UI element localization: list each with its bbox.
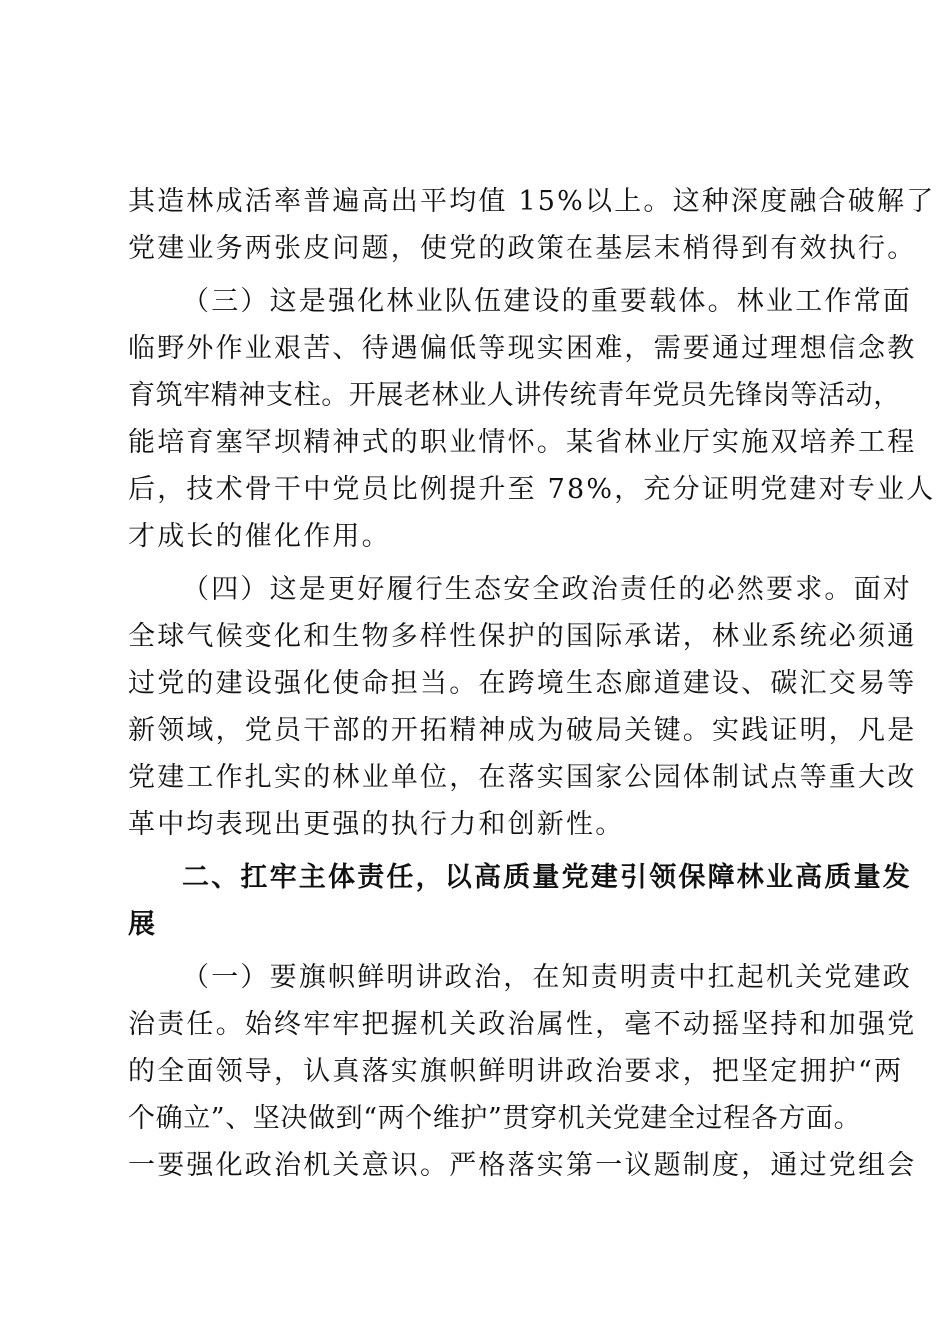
- text-line: （一）要旗帜鲜明讲政治，在知责明责中扛起机关党建政: [182, 962, 912, 993]
- text-line: 才成长的催化作用。: [128, 521, 391, 552]
- paragraph-section-three: [128, 278, 936, 560]
- text-line: 一要强化政治机关意识。严格落实第一议题制度，通过党组会: [128, 1150, 917, 1181]
- text-line: （四）这是更好履行生态安全政治责任的必然要求。面对: [182, 574, 912, 605]
- heading-line: 二、扛牢主体责任，以高质量党建引领保障林业高质量发: [182, 862, 912, 893]
- text-line: 的全面领导，认真落实旗帜鲜明讲政治要求，把坚定拥护“两: [128, 1056, 904, 1087]
- text-line: 治责任。始终牢牢把握机关政治属性，毫不动摇坚持和加强党: [128, 1009, 917, 1040]
- paragraph-subsection-one: [128, 954, 917, 1189]
- paragraph-section-four: [128, 566, 917, 848]
- text-line: 能培育塞罕坝精神式的职业情怀。某省林业厅实施双培养工程: [128, 427, 917, 458]
- text-line: 党建工作扎实的林业单位，在落实国家公园体制试点等重大改: [128, 762, 917, 793]
- text-line: 全球气候变化和生物多样性保护的国际承诺，林业系统必须通: [128, 621, 917, 652]
- text-line: 过党的建设强化使命担当。在跨境生态廊道建设、碳汇交易等: [128, 668, 917, 699]
- section-heading-two: [128, 854, 912, 948]
- document-body: [128, 178, 936, 1195]
- text-line: 个确立”、坚决做到“两个维护”贯穿机关党建全过程各方面。: [128, 1103, 862, 1134]
- text-line: 临野外作业艰苦、待遇偏低等现实困难，需要通过理想信念教: [128, 333, 917, 364]
- text-line: 革中均表现出更强的执行力和创新性。: [128, 809, 625, 840]
- heading-line: 展: [128, 909, 158, 940]
- text-line: 新领域，党员干部的开拓精神成为破局关键。实践证明，凡是: [128, 715, 917, 746]
- paragraph-continuation: [128, 178, 936, 272]
- text-line: （三）这是强化林业队伍建设的重要载体。林业工作常面: [182, 286, 912, 317]
- text-line: 育筑牢精神支柱。开展老林业人讲传统青年党员先锋岗等活动，: [128, 380, 901, 411]
- text-line: 其造林成活率普遍高出平均值 15%以上。这种深度融合破解了: [128, 186, 936, 217]
- text-line: 后，技术骨干中党员比例提升至 78%，充分证明党建对专业人: [128, 474, 936, 505]
- text-line: 党建业务两张皮问题，使党的政策在基层末梢得到有效执行。: [128, 233, 917, 264]
